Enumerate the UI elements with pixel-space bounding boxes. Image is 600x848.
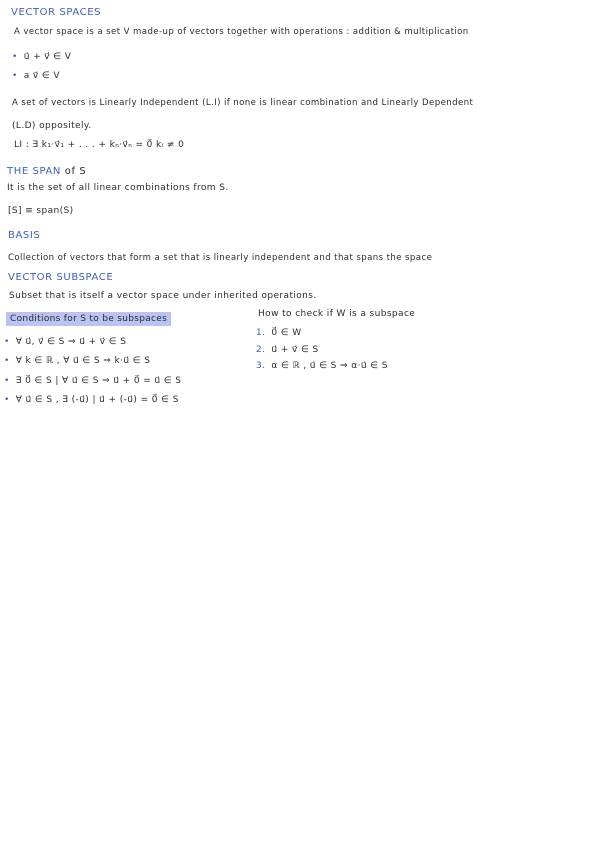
bullet-text: a v⃗ ∈ V (23, 71, 60, 81)
check-subspace-title: How to check if W is a subspace (258, 309, 416, 319)
basis-definition: Collection of vectors that form a set that is linearly independent and that spans the space (8, 253, 433, 263)
condition-item (4, 336, 126, 348)
span-definition: It is the set of all linear combinations from S. (7, 183, 229, 193)
bullet-text: u⃗ + v⃗ ∈ V (23, 52, 72, 62)
check-step-text: α ∈ ℝ , u⃗ ∈ S ⇒ α·u⃗ ∈ S (271, 361, 388, 371)
condition-text: ∀ u⃗ ∈ S , ∃ (-u⃗) | u⃗ + (-u⃗) = 0⃗ ∈ S (15, 395, 179, 405)
subspace-definition: Subset that is itself a vector space under inherited operations. (9, 291, 317, 301)
heading-vector-spaces: VECTOR SPACES (11, 7, 102, 18)
vector-space-intro: A vector space is a set V made-up of vectors together with operations : addition & multiplication (14, 27, 469, 37)
heading-span-label: THE SPAN (7, 166, 61, 177)
condition-text: ∀ k ∈ ℝ , ∀ u⃗ ∈ S ⇒ k·u⃗ ∈ S (15, 356, 151, 366)
check-step-text: 0⃗ ∈ W (271, 328, 302, 338)
check-step (256, 360, 388, 372)
check-step-number: 3. (256, 361, 266, 371)
bullet-closure-scalar (12, 70, 60, 82)
check-step (256, 344, 319, 356)
linear-independence-formula: LI : ∃ k₁·v⃗₁ + . . . + kₙ·v⃗ₙ = 0⃗ kᵢ ≠ 0 (14, 140, 185, 150)
check-step-number: 2. (256, 345, 266, 355)
linear-dependence-text: (L.D) oppositely. (12, 121, 92, 131)
heading-span (7, 166, 86, 177)
condition-item (4, 394, 179, 406)
heading-span-suffix: of S (64, 166, 87, 177)
linear-independence-text: A set of vectors is Linearly Independent (L.I) if none is linear combination and Linearly Dependent (12, 98, 474, 108)
span-formula: [S] ≡ span(S) (8, 206, 74, 216)
condition-text: ∃ 0⃗ ∈ S | ∀ u⃗ ∈ S ⇒ u⃗ + 0⃗ = u⃗ ∈ S (15, 376, 182, 386)
condition-text: ∀ u⃗, v⃗ ∈ S ⇒ u⃗ + v⃗ ∈ S (15, 337, 127, 347)
bullet-closure-addition (12, 51, 71, 63)
condition-item (4, 355, 150, 367)
heading-basis: BASIS (8, 230, 41, 241)
check-step-number: 1. (256, 328, 266, 338)
check-step (256, 327, 302, 339)
condition-item (4, 375, 181, 387)
heading-vector-subspace: VECTOR SUBSPACE (8, 272, 114, 283)
conditions-label: Conditions for S to be subspaces (6, 312, 171, 326)
check-step-text: u⃗ + v⃗ ∈ S (271, 345, 319, 355)
